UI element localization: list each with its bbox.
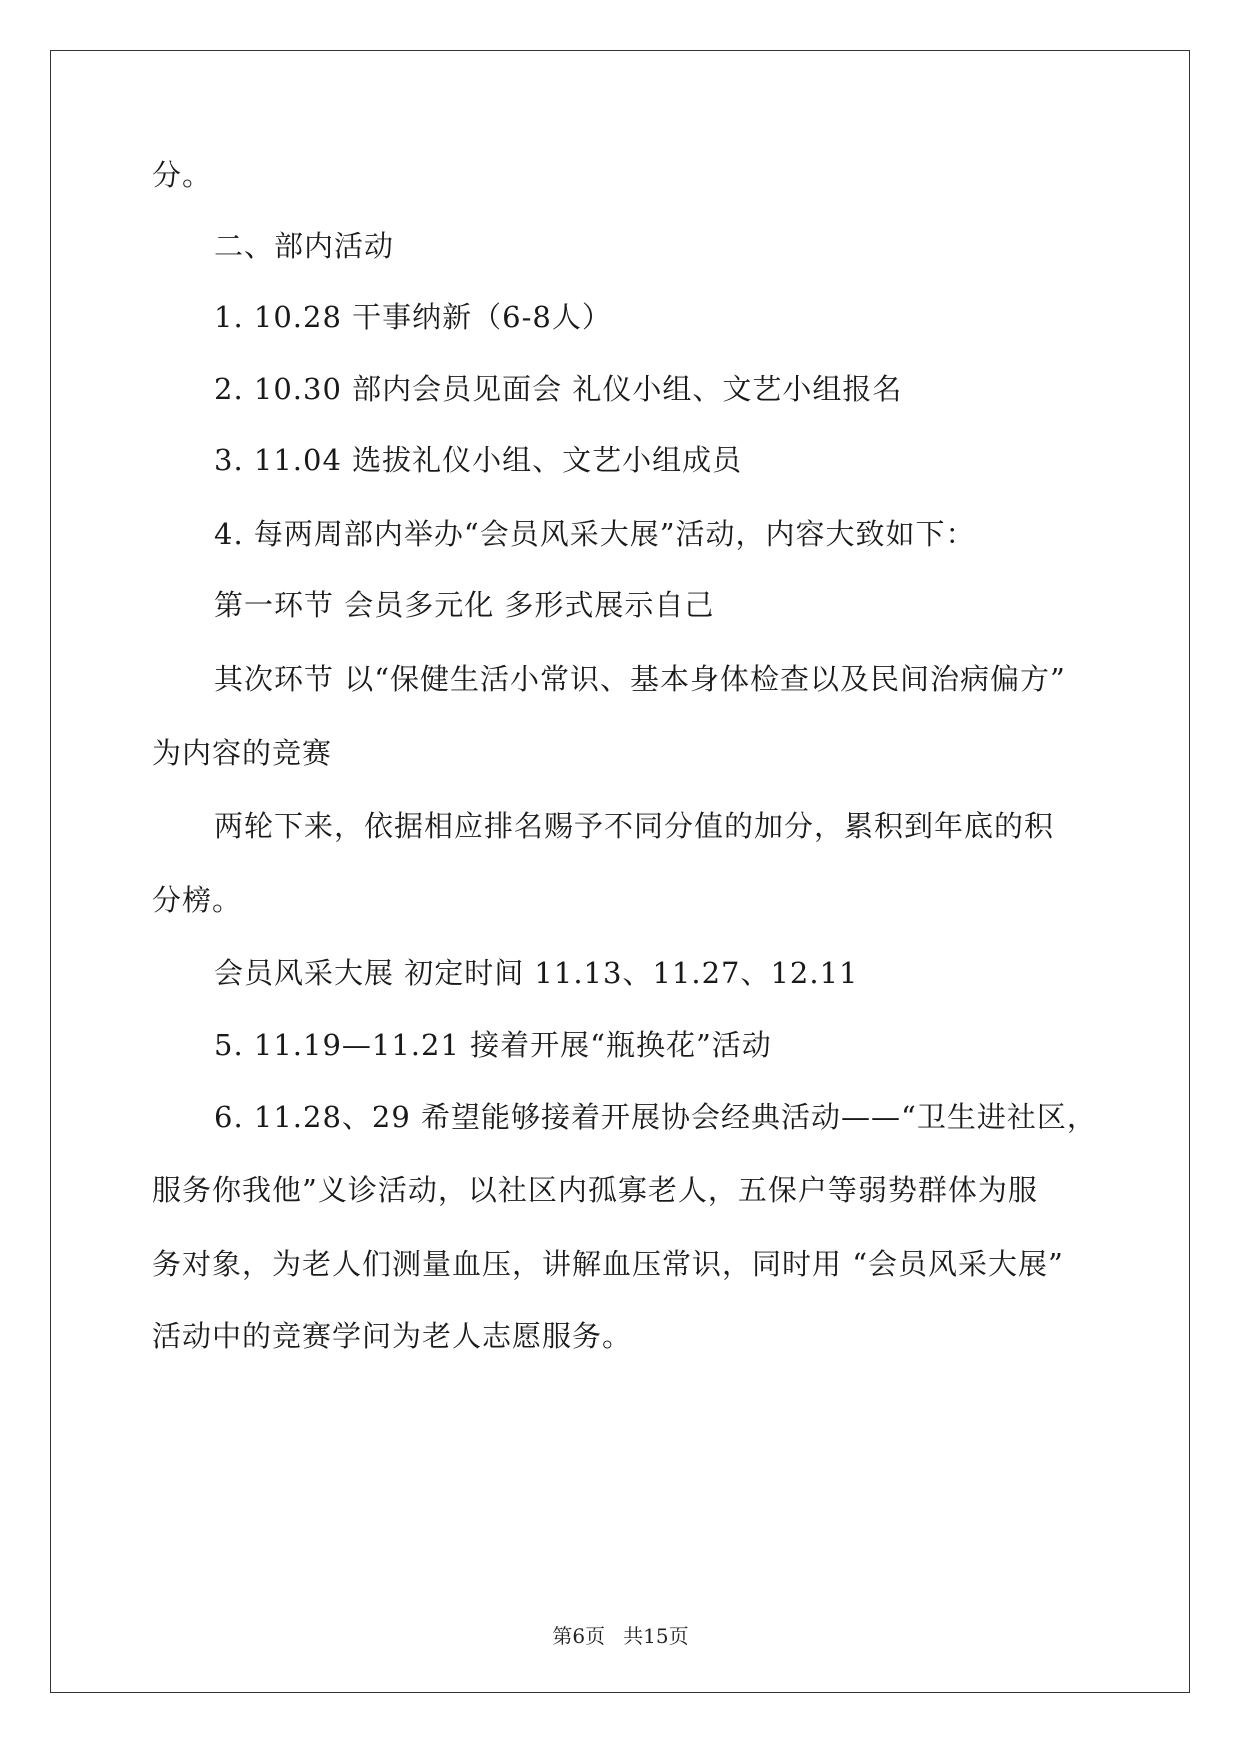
paragraph-line: 会员风采大展 初定时间 11.13、11.27、12.11 [214, 956, 859, 990]
paragraph-line: 其次环节 以“保健生活小常识、基本身体检查以及民间治病偏方” [214, 662, 1066, 696]
list-item: 2. 10.30 部内会员见面会 礼仪小组、文艺小组报名 [214, 372, 903, 406]
paragraph-line: 两轮下来，依据相应排名赐予不同分值的加分，累积到年底的积 [214, 809, 1055, 843]
paragraph-line: 为内容的竞赛 [152, 736, 333, 770]
paragraph-line: 第一环节 会员多元化 多形式展示自己 [214, 588, 715, 622]
list-item: 4. 每两周部内举办“会员风采大展”活动，内容大致如下： [214, 517, 976, 551]
page-number-current: 第6页 [552, 1624, 606, 1648]
section-heading: 二、部内活动 [214, 229, 395, 263]
paragraph-line: 分。 [152, 158, 213, 192]
list-item: 5. 11.19—11.21 接着开展“瓶换花”活动 [214, 1028, 772, 1062]
paragraph-line: 活动中的竞赛学问为老人志愿服务。 [152, 1319, 633, 1353]
paragraph-line: 服务你我他”义诊活动，以社区内孤寡老人，五保户等弱势群体为服 [152, 1173, 1038, 1207]
paragraph-line: 分榜。 [152, 883, 243, 917]
paragraph-line: 务对象，为老人们测量血压，讲解血压常识，同时用 “会员风采大展” [152, 1247, 1064, 1281]
list-item: 1. 10.28 干事纳新（6-8人） [214, 300, 612, 334]
list-item: 3. 11.04 选拔礼仪小组、文艺小组成员 [214, 443, 743, 477]
list-item: 6. 11.28、29 希望能够接着开展协会经典活动——“卫生进社区， [214, 1100, 1097, 1134]
page-footer [0, 1620, 1241, 1649]
page-number-total: 共15页 [623, 1624, 689, 1648]
